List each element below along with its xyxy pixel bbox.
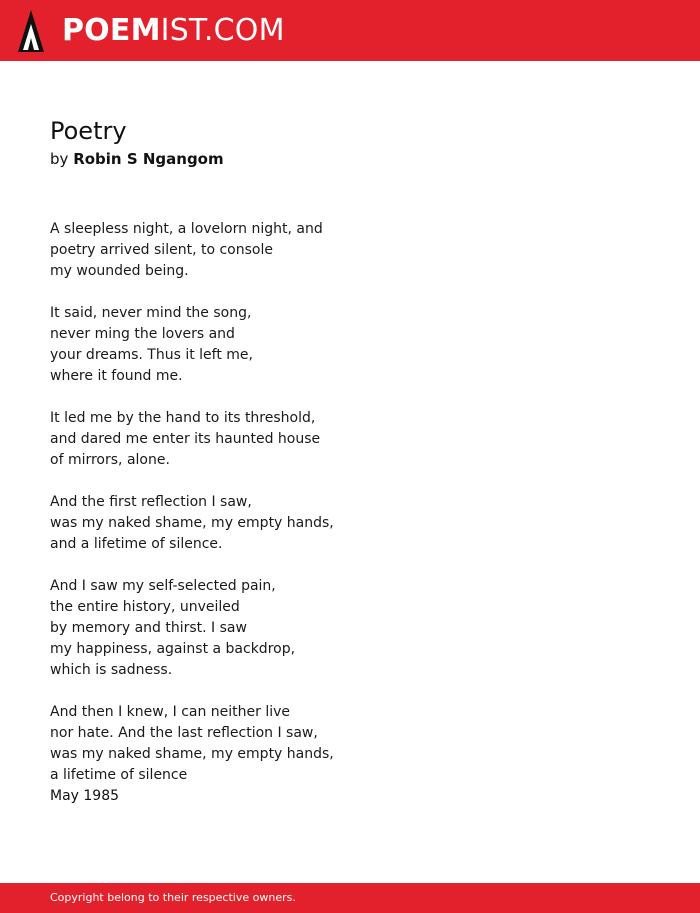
poem-line: poetry arrived silent, to console	[50, 242, 273, 258]
poem-title: Poetry	[50, 117, 127, 145]
stanza	[50, 576, 470, 681]
poem-line: by memory and thirst. I saw	[50, 620, 247, 636]
stanza	[50, 492, 470, 555]
poem-body	[50, 219, 470, 807]
logo-light-text: IST.COM	[160, 13, 285, 48]
poem-line: never ming the lovers and	[50, 326, 235, 342]
poem-line: the entire history, unveiled	[50, 599, 240, 615]
poem-line: and a lifetime of silence.	[50, 536, 223, 552]
poem-line: and dared me enter its haunted house	[50, 431, 321, 447]
pencil-logo-icon[interactable]	[18, 10, 44, 52]
stanza	[50, 303, 470, 387]
poem-line: It led me by the hand to its threshold,	[50, 410, 316, 426]
poem-line: And I saw my self-selected pain,	[50, 578, 276, 594]
poem-line: And then I knew, I can neither live	[50, 704, 291, 720]
poem-byline	[50, 149, 224, 169]
poem-line: was my naked shame, my empty hands,	[50, 746, 334, 762]
poem-line: my happiness, against a backdrop,	[50, 641, 296, 657]
site-footer	[0, 883, 700, 913]
site-header	[0, 0, 700, 61]
poem-date: May 1985	[50, 788, 120, 804]
poem-line: my wounded being.	[50, 263, 189, 279]
poem-line: A sleepless night, a lovelorn night, and	[50, 221, 323, 237]
poem-line: It said, never mind the song,	[50, 305, 252, 321]
copyright-text: Copyright belong to their respective owners.	[50, 891, 296, 904]
by-label: by	[50, 150, 69, 168]
poem-line: where it found me.	[50, 368, 183, 384]
site-logo[interactable]	[62, 11, 285, 51]
poem-line: of mirrors, alone.	[50, 452, 170, 468]
stanza	[50, 219, 470, 282]
stanza	[50, 702, 470, 786]
poem-line: a lifetime of silence	[50, 767, 188, 783]
logo-strong-text: POEM	[62, 13, 161, 48]
poem-line: was my naked shame, my empty hands,	[50, 515, 334, 531]
poem-line: nor hate. And the last reflection I saw,	[50, 725, 318, 741]
stanza	[50, 408, 470, 471]
author-name: Robin S Ngangom	[73, 150, 224, 168]
poem-line: your dreams. Thus it left me,	[50, 347, 253, 363]
poem-line: which is sadness.	[50, 662, 173, 678]
poem-line: And the first reflection I saw,	[50, 494, 252, 510]
